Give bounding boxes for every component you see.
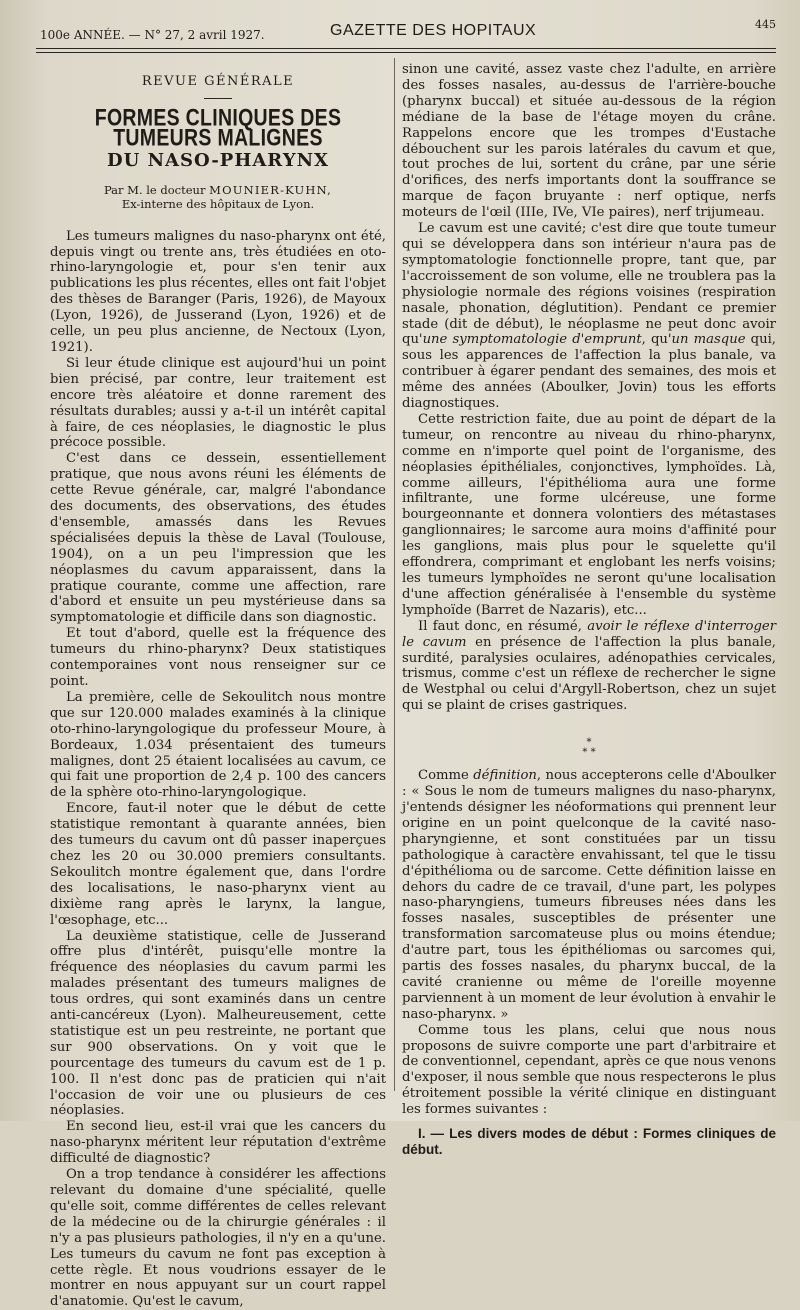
- emphasis: définition: [473, 768, 537, 784]
- page-header: [30, 18, 782, 46]
- emphasis: avoir le réflexe d'interroger le cavum: [402, 618, 776, 650]
- right-column: [402, 62, 776, 1158]
- subsection-heading: I. — Les divers modes de début : Formes cliniques de début.: [402, 1126, 776, 1157]
- paragraph: sinon une cavité, assez vaste chez l'adulte, en arrière des fosses nasales, au-dessus de l'arrière-bouche (pharynx buccal) et située au-dessous de la région médiane de la base de l'étage moyen du crâne. Rappelons encore que les trompes d'Eustache débouchent sur les parois latérales du cavum et que, tout proches de lui, sortent du crâne, par une série d'orifices, des nerfs importants dont la souffrance se marque de façon bruyante : nerf optique, nerfs moteurs de l'œil (IIIe, IVe, VIe paires), nerf trijumeau.: [402, 62, 776, 221]
- section-rule: [204, 98, 232, 99]
- section-separator: * * *: [582, 737, 596, 759]
- journal-title: GAZETTE DES HOPITAUX: [330, 22, 537, 39]
- paragraph: Et tout d'abord, quelle est la fréquence des tumeurs du rhino-pharynx? Deux statistiques contemporaines vont nous renseigner sur ce point.: [50, 626, 386, 689]
- author-name: MOUNIER-KUHN,: [209, 182, 333, 197]
- paragraph: Cette restriction faite, due au point de départ de la tumeur, on rencontre au niveau du rhino-pharynx, comme en n'importe quel point de l'organisme, des néoplasies épithéliales, conjonctives, lymphoïdes. Là, comme ailleurs, l'épithélioma aura une forme infiltrante, une forme ulcéreuse, une forme bourgeonnante et donnera volontiers des métastases ganglionnaires; le sarcome aura moins d'affinité pour les ganglions, mais plus pour le squelette qu'il effondrera, comprimant et englobant les nerfs voisins; les tumeurs lymphoïdes ne seront qu'une localisation d'une affection généralisée à l'ensemble du système lymphoïde (Barret de Nazaris), etc...: [402, 411, 776, 618]
- paragraph: Comme tous les plans, celui que nous nous proposons de suivre comporte une part d'arbitraire et de conventionnel, cependant, après ce que nous venons d'exposer, il nous semble que nous respecterons le plus étroitement possible la vérité clinique en distinguant les formes suivantes :: [402, 1022, 776, 1118]
- paragraph: Les tumeurs malignes du naso-pharynx ont été, depuis vingt ou trente ans, très étudiées en oto-rhino-laryngologie et, pour s'en tenir aux publications les plus récentes, elles ont fait l'objet des thèses de Baranger (Paris, 1926), de Mayoux (Lyon, 1926), de Jusserand (Lyon, 1926) et de celle, un peu plus ancienne, de Nectoux (Lyon, 1921).: [50, 228, 386, 355]
- paragraph: La deuxième statistique, celle de Jusserand offre plus d'intérêt, puisqu'elle montre la fréquence des néoplasies du cavum parmi les malades présentant des tumeurs malignes de tous ordres, qui sont examinés dans un centre anti-cancéreux (Lyon). Malheureusement, cette statistique est un peu restreinte, ne portant que sur 900 observations. On y voit que le pourcentage des tumeurs du cavum est de 1 p. 100. Il n'est donc pas de praticien qui n'ait l'occasion de voir une ou plusieurs de ces néoplasies.: [50, 928, 386, 1119]
- page-number: 445: [755, 18, 776, 31]
- paragraph: C'est dans ce dessein, essentiellement pratique, que nous avons réuni les éléments de cette Revue générale, car, malgré l'abondance des documents, des observations, des études d'ensemble, amassés dans les Revues spécialisées depuis la thèse de Laval (Toulouse, 1904), on a un peu l'impression que les néoplasmes du cavum apparaissent, dans la pratique courante, comme une affection, rare d'abord et ensuite un peu mystérieuse dans sa symptomatologie et difficile dans son diagnostic.: [50, 451, 386, 626]
- left-column: [50, 60, 386, 1310]
- article-title: FORMES CLINIQUES DES TUMEURS MALIGNES: [94, 103, 342, 152]
- issue-info: 100e ANNÉE. — N° 27, 2 avril 1927.: [40, 28, 265, 42]
- header-rule-thin: [36, 52, 776, 53]
- paragraph: On a trop tendance à considérer les affections relevant du domaine d'une spécialité, quelle qu'elle soit, comme différentes de celles relevant de la médecine ou de la chirurgie générales : il n'y a pas plusieurs pathologies, il n'y en a qu'une. Les tumeurs du cavum ne font pas exception à cette règle. Et nous voudrions essayer de le montrer en nous appuyant sur un court rappel d'anatomie. Qu'est le cavum,: [50, 1167, 386, 1310]
- paragraph: La première, celle de Sekoulitch nous montre que sur 120.000 malades examinés à la clinique oto-rhino-laryngologique du professeur Moure, à Bordeaux, 1.034 présentaient des tumeurs malignes, dont 25 étaient localisées au cavum, ce qui fait une proportion de 2,4 p. 100 des cancers de la sphère oto-rhino-laryngologique.: [50, 689, 386, 801]
- author-prefix: Par M. le docteur: [103, 182, 206, 197]
- paragraph: Le cavum est une cavité; c'est dire que toute tumeur qui se développera dans son intérieur n'aura pas de symptomatologie fonctionnelle propre, tant que, par l'accroissement de son volume, elle ne troublera pas la physiologie normale des régions voisines (respiration nasale, phonation, déglutition). Pendant ce premier stade (dit de début), le néoplasme ne peut donc avoir qu'une symptomatologie d'emprunt, qu'un masque qui, sous les apparences de l'affection la plus banale, va contribuer à égarer pendant des semaines, des mois et même des années (Aboulker, Jovin) tous les efforts diagnostiques.: [402, 221, 776, 412]
- paragraph: Encore, faut-il noter que le début de cette statistique remontant à quarante années, bien des tumeurs du cavum ont dû passer inaperçues chez les 20 ou 30.000 premiers consultants. Sekoulitch montre également que, dans l'ordre des localisations, le naso-pharynx vient au dixième rang après le larynx, la langue, l'œsophage, etc...: [50, 801, 386, 928]
- emphasis: une symptomatologie d'emprunt: [422, 332, 642, 348]
- author-line: [50, 183, 386, 197]
- section-title: REVUE GÉNÉRALE: [141, 74, 295, 89]
- paragraph: En second lieu, est-il vrai que les cancers du naso-pharynx méritent leur réputation d'extrême difficulté de diagnostic?: [50, 1119, 386, 1167]
- article-subtitle: DU NASO-PHARYNX: [107, 149, 329, 171]
- paragraph: Comme définition, nous accepterons celle d'Aboulker : « Sous le nom de tumeurs malignes du naso-pharynx, j'entends désigner les néoformations qui prennent leur origine en un point quelconque de la cavité naso-pharyngienne, et sont constituées par un tissu pathologique à caractère envahissant, tel que le tissu d'épithélioma ou de sarcome. Cette définition laisse en dehors du cadre de ce travail, d'une part, les polypes naso-pharyngiens, tumeurs fibreuses nées dans les fosses nasales, susceptibles de présenter une transformation sarcomateuse plus ou moins étendue; d'autre part, tous les épithéliomas ou sarcomes qui, partis des fosses nasales, du pharynx buccal, de la cavité cranienne ou même de l'oreille moyenne parviennent à un moment de leur évolution à envahir le naso-pharynx. »: [402, 768, 776, 1022]
- paragraph: Il faut donc, en résumé, avoir le réflexe d'interroger le cavum en présence de l'affection la plus banale, surdité, paralysies oculaires, adénopathies cervicales, trismus, comme c'est un réflexe de rechercher le signe de Westphal ou celui d'Argyll-Robertson, chez un sujet qui se plaint de crises gastriques.: [402, 618, 776, 714]
- column-divider: [394, 58, 395, 1091]
- paragraph: Si leur étude clinique est aujourd'hui un point bien précisé, par contre, leur traitement est encore très aléatoire et donne rarement des résultats durables; aussi y a-t-il un intérêt capital à faire, de ces néoplasies, le diagnostic le plus précoce possible.: [50, 355, 386, 451]
- author-affiliation: Ex-interne des hôpitaux de Lyon.: [121, 196, 315, 211]
- emphasis: un masque: [671, 332, 746, 348]
- header-rule: [36, 48, 776, 49]
